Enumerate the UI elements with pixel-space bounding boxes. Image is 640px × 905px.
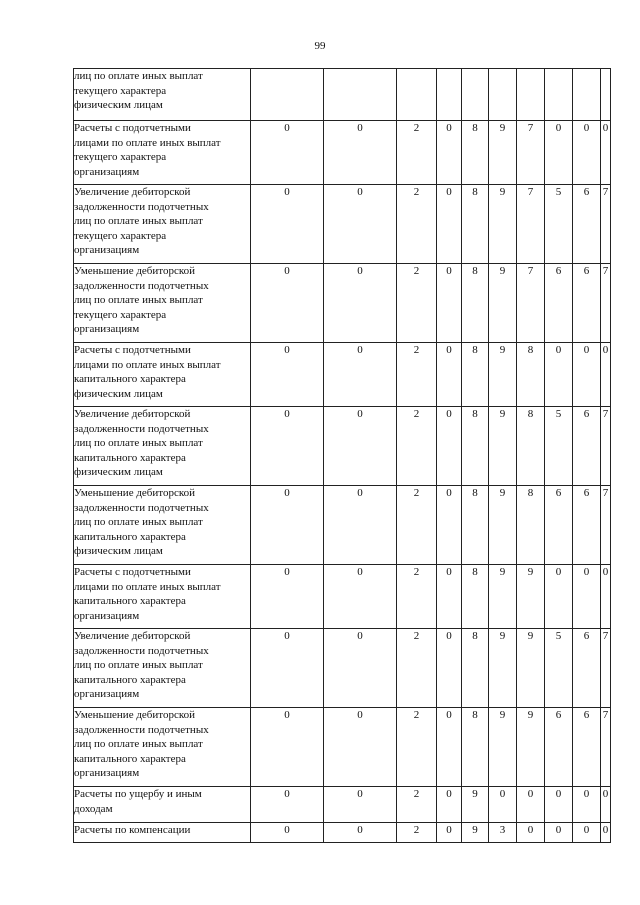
code-digit-cell: 9 bbox=[517, 629, 545, 708]
code-digit-cell: 7 bbox=[601, 185, 611, 264]
code-digit-cell: 2 bbox=[397, 708, 437, 787]
code-digit-cell: 6 bbox=[573, 486, 601, 565]
code-digit-cell: 0 bbox=[437, 823, 462, 843]
code-digit-cell: 7 bbox=[517, 185, 545, 264]
code-digit-cell: 3 bbox=[489, 823, 517, 843]
table-row bbox=[74, 708, 611, 787]
code-digit-cell: 0 bbox=[601, 787, 611, 823]
code-digit-cell: 0 bbox=[545, 121, 573, 185]
code-digit-cell: 0 bbox=[573, 787, 601, 823]
code-digit-cell: 0 bbox=[324, 708, 397, 787]
page-number: 99 bbox=[314, 40, 326, 52]
code-digit-cell: 2 bbox=[397, 407, 437, 486]
code-digit-cell: 6 bbox=[545, 486, 573, 565]
account-description: Увеличение дебиторской задолженности подотчетных лиц по оплате иных выплат капитального характера организациям bbox=[74, 629, 251, 708]
code-digit-cell: 0 bbox=[251, 486, 324, 565]
code-digit-cell bbox=[397, 69, 437, 121]
code-digit-cell bbox=[324, 69, 397, 121]
code-digit-cell: 6 bbox=[573, 407, 601, 486]
accounts-table bbox=[73, 68, 611, 843]
account-description: Расчеты по ущербу и иным доходам bbox=[74, 787, 251, 823]
code-digit-cell: 8 bbox=[517, 407, 545, 486]
code-digit-cell bbox=[601, 69, 611, 121]
account-description: Расчеты с подотчетными лицами по оплате иных выплат капитального характера организациям bbox=[74, 565, 251, 629]
code-digit-cell: 2 bbox=[397, 343, 437, 407]
table-row bbox=[74, 343, 611, 407]
code-digit-cell: 9 bbox=[489, 121, 517, 185]
code-digit-cell: 0 bbox=[573, 343, 601, 407]
code-digit-cell: 8 bbox=[462, 565, 489, 629]
table-row bbox=[74, 565, 611, 629]
code-digit-cell: 0 bbox=[251, 787, 324, 823]
code-digit-cell: 0 bbox=[601, 343, 611, 407]
code-digit-cell bbox=[437, 69, 462, 121]
table-row bbox=[74, 185, 611, 264]
code-digit-cell: 8 bbox=[462, 486, 489, 565]
code-digit-cell: 6 bbox=[573, 264, 601, 343]
code-digit-cell: 0 bbox=[251, 407, 324, 486]
code-digit-cell: 0 bbox=[437, 264, 462, 343]
code-digit-cell: 0 bbox=[251, 185, 324, 264]
code-digit-cell: 0 bbox=[324, 565, 397, 629]
code-digit-cell: 9 bbox=[489, 343, 517, 407]
code-digit-cell: 9 bbox=[462, 787, 489, 823]
code-digit-cell: 0 bbox=[437, 787, 462, 823]
code-digit-cell: 0 bbox=[251, 629, 324, 708]
code-digit-cell bbox=[489, 69, 517, 121]
code-digit-cell: 2 bbox=[397, 565, 437, 629]
code-digit-cell: 0 bbox=[545, 343, 573, 407]
account-description: Расчеты с подотчетными лицами по оплате иных выплат капитального характера физическим лицам bbox=[74, 343, 251, 407]
code-digit-cell: 9 bbox=[517, 708, 545, 787]
code-digit-cell: 0 bbox=[251, 343, 324, 407]
code-digit-cell: 9 bbox=[462, 823, 489, 843]
code-digit-cell: 0 bbox=[437, 486, 462, 565]
account-description: Увеличение дебиторской задолженности подотчетных лиц по оплате иных выплат текущего характера организациям bbox=[74, 185, 251, 264]
code-digit-cell: 0 bbox=[251, 823, 324, 843]
code-digit-cell: 2 bbox=[397, 486, 437, 565]
code-digit-cell: 8 bbox=[462, 264, 489, 343]
code-digit-cell: 5 bbox=[545, 629, 573, 708]
code-digit-cell: 8 bbox=[517, 343, 545, 407]
code-digit-cell: 9 bbox=[489, 407, 517, 486]
code-digit-cell bbox=[573, 69, 601, 121]
code-digit-cell: 0 bbox=[324, 185, 397, 264]
code-digit-cell: 0 bbox=[324, 407, 397, 486]
account-description: лиц по оплате иных выплат текущего характера физическим лицам bbox=[74, 69, 251, 121]
code-digit-cell bbox=[251, 69, 324, 121]
code-digit-cell: 2 bbox=[397, 185, 437, 264]
code-digit-cell: 0 bbox=[601, 565, 611, 629]
code-digit-cell: 0 bbox=[324, 823, 397, 843]
code-digit-cell: 8 bbox=[462, 629, 489, 708]
code-digit-cell: 0 bbox=[517, 787, 545, 823]
code-digit-cell: 0 bbox=[251, 121, 324, 185]
code-digit-cell: 0 bbox=[573, 565, 601, 629]
table-row bbox=[74, 407, 611, 486]
code-digit-cell: 7 bbox=[601, 407, 611, 486]
code-digit-cell: 9 bbox=[489, 264, 517, 343]
code-digit-cell: 0 bbox=[324, 343, 397, 407]
code-digit-cell: 6 bbox=[573, 708, 601, 787]
code-digit-cell: 8 bbox=[517, 486, 545, 565]
code-digit-cell: 6 bbox=[545, 708, 573, 787]
code-digit-cell: 8 bbox=[462, 121, 489, 185]
account-description: Увеличение дебиторской задолженности подотчетных лиц по оплате иных выплат капитального характера физическим лицам bbox=[74, 407, 251, 486]
code-digit-cell: 7 bbox=[601, 264, 611, 343]
code-digit-cell: 7 bbox=[601, 486, 611, 565]
code-digit-cell bbox=[462, 69, 489, 121]
code-digit-cell: 0 bbox=[601, 121, 611, 185]
code-digit-cell: 9 bbox=[489, 629, 517, 708]
code-digit-cell: 2 bbox=[397, 787, 437, 823]
code-digit-cell: 6 bbox=[573, 185, 601, 264]
code-digit-cell: 8 bbox=[462, 343, 489, 407]
code-digit-cell: 0 bbox=[437, 629, 462, 708]
code-digit-cell: 6 bbox=[573, 629, 601, 708]
code-digit-cell: 9 bbox=[489, 185, 517, 264]
code-digit-cell: 0 bbox=[545, 823, 573, 843]
table-row bbox=[74, 486, 611, 565]
code-digit-cell: 7 bbox=[601, 708, 611, 787]
code-digit-cell bbox=[517, 69, 545, 121]
table-row bbox=[74, 823, 611, 843]
code-digit-cell bbox=[545, 69, 573, 121]
account-description: Уменьшение дебиторской задолженности подотчетных лиц по оплате иных выплат текущего характера организациям bbox=[74, 264, 251, 343]
code-digit-cell: 9 bbox=[489, 486, 517, 565]
code-digit-cell: 9 bbox=[489, 708, 517, 787]
code-digit-cell: 0 bbox=[324, 787, 397, 823]
account-description: Расчеты по компенсации bbox=[74, 823, 251, 843]
code-digit-cell: 0 bbox=[573, 823, 601, 843]
table-row bbox=[74, 787, 611, 823]
account-description: Расчеты с подотчетными лицами по оплате иных выплат текущего характера организациям bbox=[74, 121, 251, 185]
account-description: Уменьшение дебиторской задолженности подотчетных лиц по оплате иных выплат капитального характера физическим лицам bbox=[74, 486, 251, 565]
code-digit-cell: 0 bbox=[251, 708, 324, 787]
table-row bbox=[74, 629, 611, 708]
code-digit-cell: 0 bbox=[545, 787, 573, 823]
code-digit-cell: 2 bbox=[397, 121, 437, 185]
code-digit-cell: 8 bbox=[462, 407, 489, 486]
code-digit-cell: 0 bbox=[324, 264, 397, 343]
code-digit-cell: 0 bbox=[437, 407, 462, 486]
code-digit-cell: 6 bbox=[545, 264, 573, 343]
code-digit-cell: 5 bbox=[545, 185, 573, 264]
table-row bbox=[74, 69, 611, 121]
code-digit-cell: 0 bbox=[437, 565, 462, 629]
code-digit-cell: 8 bbox=[462, 185, 489, 264]
code-digit-cell: 2 bbox=[397, 629, 437, 708]
code-digit-cell: 0 bbox=[437, 708, 462, 787]
table-row bbox=[74, 264, 611, 343]
code-digit-cell: 0 bbox=[437, 343, 462, 407]
code-digit-cell: 0 bbox=[324, 629, 397, 708]
account-description: Уменьшение дебиторской задолженности подотчетных лиц по оплате иных выплат капитального характера организациям bbox=[74, 708, 251, 787]
code-digit-cell: 8 bbox=[462, 708, 489, 787]
code-digit-cell: 0 bbox=[545, 565, 573, 629]
code-digit-cell: 0 bbox=[437, 185, 462, 264]
code-digit-cell: 2 bbox=[397, 823, 437, 843]
code-digit-cell: 0 bbox=[324, 121, 397, 185]
code-digit-cell: 0 bbox=[573, 121, 601, 185]
code-digit-cell: 0 bbox=[251, 565, 324, 629]
code-digit-cell: 0 bbox=[601, 823, 611, 843]
code-digit-cell: 0 bbox=[251, 264, 324, 343]
code-digit-cell: 9 bbox=[517, 565, 545, 629]
code-digit-cell: 7 bbox=[601, 629, 611, 708]
code-digit-cell: 5 bbox=[545, 407, 573, 486]
code-digit-cell: 0 bbox=[489, 787, 517, 823]
code-digit-cell: 7 bbox=[517, 264, 545, 343]
code-digit-cell: 9 bbox=[489, 565, 517, 629]
code-digit-cell: 0 bbox=[437, 121, 462, 185]
code-digit-cell: 0 bbox=[324, 486, 397, 565]
code-digit-cell: 7 bbox=[517, 121, 545, 185]
table-row bbox=[74, 121, 611, 185]
code-digit-cell: 0 bbox=[517, 823, 545, 843]
code-digit-cell: 2 bbox=[397, 264, 437, 343]
